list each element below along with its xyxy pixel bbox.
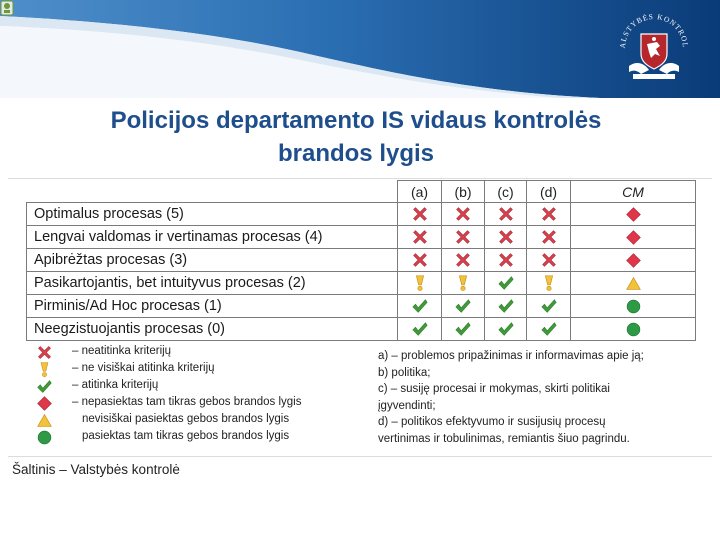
mark-cell <box>442 272 485 295</box>
exclamation-icon <box>36 361 56 378</box>
mark-cell <box>571 272 696 295</box>
table-row <box>27 203 696 226</box>
note-line: d) – politikos efektyvumo ir susijusių procesų <box>378 416 606 428</box>
legend-item <box>32 361 372 378</box>
checkmark-icon <box>442 297 484 315</box>
mark-cell <box>398 249 442 272</box>
page-title-line-2: brandos lygis <box>277 140 435 167</box>
legend-item <box>32 395 372 412</box>
legend-label: – atitinka kriterijų <box>72 379 159 391</box>
exclamation-icon <box>398 274 441 292</box>
legend-label: – ne visiškai atitinka kriterijų <box>72 362 215 374</box>
mark-cell <box>442 203 485 226</box>
red-diamond-icon <box>571 252 695 269</box>
note-line: c) – susiję procesai ir mokymas, skirti politikai <box>378 383 610 395</box>
mark-cell <box>527 295 571 318</box>
mark-cell <box>485 295 527 318</box>
legend-label: pasiektas tam tikras gebos brandos lygis <box>82 430 290 442</box>
note-line: vertinimas ir tobulinimas, remiantis šiuo pagrindu. <box>378 432 630 445</box>
mark-cell <box>398 272 442 295</box>
cross-icon <box>398 251 441 269</box>
checkmark-icon <box>442 320 484 338</box>
column-header-d: (d) <box>527 181 571 203</box>
column-header-cm: CM <box>571 181 696 203</box>
cross-icon <box>442 228 484 246</box>
exclamation-icon <box>442 274 484 292</box>
legend-label: nevisiškai pasiektas gebos brandos lygis <box>82 413 290 425</box>
maturity-level-label: Apibrėžtas procesas (3) <box>27 249 398 272</box>
maturity-level-label: Pasikartojantis, bet intuityvus procesas (2) <box>27 272 398 295</box>
note-line: įgyvendinti; <box>378 399 436 412</box>
table-header-row <box>27 181 696 203</box>
maturity-level-label: Lengvai valdomas ir vertinamas procesas (4) <box>27 226 398 249</box>
mark-cell <box>485 203 527 226</box>
mark-cell <box>442 249 485 272</box>
mark-cell <box>527 249 571 272</box>
table-row <box>27 318 696 341</box>
mark-cell <box>442 295 485 318</box>
column-header-a: (a) <box>398 181 442 203</box>
checkmark-icon <box>485 297 526 315</box>
divider <box>8 178 712 179</box>
green-circle-icon <box>571 298 695 315</box>
legend-label: – nepasiektas tam tikras gebos brandos lygis <box>72 396 302 408</box>
maturity-level-label: Neegzistuojantis procesas (0) <box>27 318 398 341</box>
cross-icon <box>485 205 526 223</box>
table-header-blank <box>27 181 398 203</box>
page-title-line-1: Policijos departamento IS vidaus kontrolės <box>110 107 602 134</box>
mark-cell <box>571 203 696 226</box>
checkmark-icon <box>398 320 441 338</box>
mark-cell <box>571 295 696 318</box>
legend-item <box>32 429 372 446</box>
emblem-text: ALSTYBĖS KONTROL <box>617 11 691 49</box>
mark-cell <box>398 203 442 226</box>
yellow-triangle-icon <box>571 275 695 292</box>
green-circle-icon <box>571 321 695 338</box>
mark-cell <box>527 318 571 341</box>
column-header-c: (c) <box>485 181 527 203</box>
cross-icon <box>485 251 526 269</box>
mark-cell <box>527 226 571 249</box>
maturity-table <box>26 180 696 341</box>
mark-cell <box>398 318 442 341</box>
yellow-triangle-icon <box>36 412 56 429</box>
cross-icon <box>527 251 570 269</box>
exclamation-icon <box>527 274 570 292</box>
mark-cell <box>571 249 696 272</box>
mark-cell <box>485 249 527 272</box>
red-diamond-icon <box>36 395 56 412</box>
cross-icon <box>527 205 570 223</box>
divider <box>8 456 712 457</box>
legend-label: – neatitinka kriterijų <box>72 345 172 357</box>
maturity-level-label: Pirminis/Ad Hoc procesas (1) <box>27 295 398 318</box>
red-diamond-icon <box>571 206 695 223</box>
mark-cell <box>571 318 696 341</box>
page-title <box>0 104 712 170</box>
mark-cell <box>527 203 571 226</box>
note-line: a) – problemos pripažinimas ir informavimas apie ją; <box>378 350 644 362</box>
maturity-level-label: Optimalus procesas (5) <box>27 203 398 226</box>
mark-cell <box>398 226 442 249</box>
legend-item <box>32 344 372 361</box>
criteria-notes <box>378 348 703 447</box>
corner-badge-icon <box>0 0 14 16</box>
mark-cell <box>398 295 442 318</box>
checkmark-icon <box>527 320 570 338</box>
mark-cell <box>485 226 527 249</box>
table-row <box>27 295 696 318</box>
checkmark-icon <box>485 274 526 292</box>
mark-cell <box>571 226 696 249</box>
table-row <box>27 226 696 249</box>
cross-icon <box>527 228 570 246</box>
valstybes-kontrole-emblem <box>611 8 697 86</box>
source-note: Šaltinis – Valstybės kontrolė <box>12 462 180 477</box>
checkmark-icon <box>36 378 56 395</box>
cross-icon <box>398 205 441 223</box>
table-row <box>27 249 696 272</box>
column-header-b: (b) <box>442 181 485 203</box>
table-row <box>27 272 696 295</box>
mark-cell <box>527 272 571 295</box>
note-line: b) politika; <box>378 366 431 379</box>
red-diamond-icon <box>571 229 695 246</box>
mark-cell <box>442 226 485 249</box>
mark-cell <box>485 318 527 341</box>
legend-item <box>32 412 372 429</box>
legend <box>32 344 372 446</box>
legend-item <box>32 378 372 395</box>
cross-icon <box>485 228 526 246</box>
cross-icon <box>442 251 484 269</box>
green-circle-icon <box>36 429 56 446</box>
checkmark-icon <box>398 297 441 315</box>
cross-icon <box>36 344 56 361</box>
mark-cell <box>485 272 527 295</box>
cross-icon <box>398 228 441 246</box>
checkmark-icon <box>485 320 526 338</box>
cross-icon <box>442 205 484 223</box>
checkmark-icon <box>527 297 570 315</box>
mark-cell <box>442 318 485 341</box>
